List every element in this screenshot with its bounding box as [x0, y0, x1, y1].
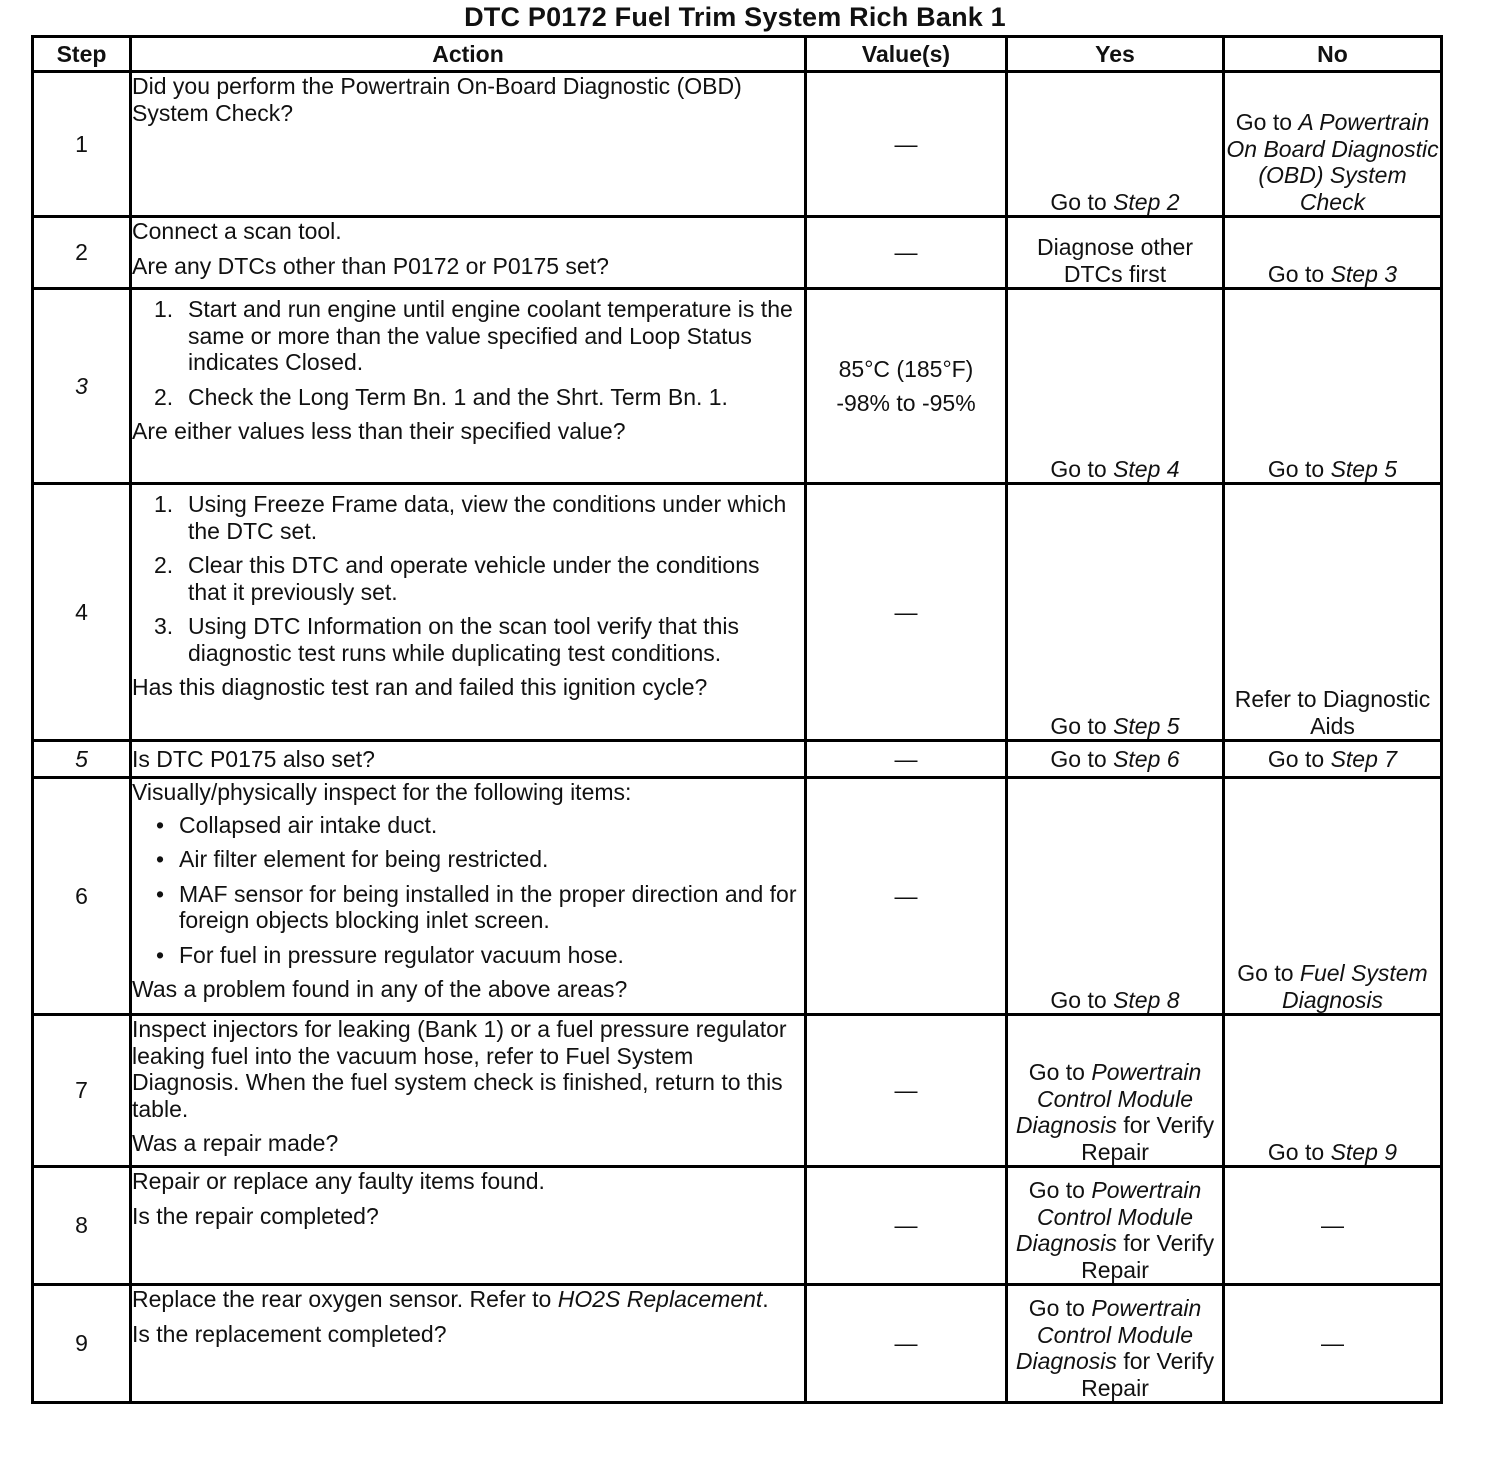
dash-symbol: — — [894, 130, 918, 157]
action-instruction: Visually/physically inspect for the following items: — [132, 779, 632, 805]
action-cell — [131, 1285, 806, 1403]
step-number: 9 — [33, 1285, 131, 1403]
column-header-step: Step — [33, 37, 131, 72]
column-header-no: No — [1224, 37, 1442, 72]
numbered-list — [132, 296, 804, 410]
column-header-values: Value(s) — [806, 37, 1007, 72]
action-instruction: Connect a scan tool. — [132, 218, 342, 244]
step-number: 4 — [33, 484, 131, 741]
numbered-list — [132, 491, 804, 666]
action-question: Are either values less than their specified value? — [132, 418, 626, 444]
yes-suffix: for Verify Repair — [1081, 1348, 1215, 1401]
yes-suffix: for Verify Repair — [1081, 1112, 1215, 1165]
yes-reference-link[interactable]: Step 5 — [1113, 712, 1180, 739]
no-cell — [1224, 741, 1442, 778]
column-header-action: Action — [131, 37, 806, 72]
no-reference-link[interactable]: Fuel System Diagnosis — [1282, 960, 1428, 1013]
dash-symbol: — — [894, 598, 918, 625]
no-prefix: Go to — [1237, 960, 1294, 986]
yes-prefix: Go to — [1028, 1177, 1085, 1203]
action-question: Is the replacement completed? — [132, 1320, 447, 1347]
step-number: 7 — [33, 1015, 131, 1167]
action-cell — [131, 72, 806, 217]
yes-cell — [1007, 741, 1224, 778]
yes-cell: Diagnose other DTCs first — [1007, 217, 1224, 289]
yes-prefix: Go to — [1028, 1059, 1085, 1085]
page-title: DTC P0172 Fuel Trim System Rich Bank 1 — [464, 2, 1006, 32]
list-item: • For fuel in pressure regulator vacuum hose. — [156, 941, 624, 968]
list-item: 1. Start and run engine until engine coolant temperature is the same or more than the value specified and Loop Status indicates Closed. — [154, 296, 793, 375]
action-instruction: Replace the rear oxygen sensor. Refer to HO2S Replacement. — [132, 1286, 769, 1312]
no-prefix: Go to — [1267, 260, 1325, 287]
value-cell — [806, 778, 1007, 1015]
table-row — [33, 778, 1442, 1015]
diagnostic-table — [31, 35, 1443, 1404]
action-question: Did you perform the Powertrain On-Board Diagnostic (OBD) System Check? — [132, 73, 742, 126]
value-cell — [806, 1167, 1007, 1285]
value-cell — [806, 741, 1007, 778]
no-cell: Refer to Diagnostic Aids — [1224, 484, 1442, 741]
no-reference-link[interactable]: A Powertrain On Board Diagnostic (OBD) System Check — [1226, 109, 1439, 215]
table-row — [33, 1167, 1442, 1285]
bullet-list — [132, 812, 804, 969]
yes-cell — [1007, 1285, 1224, 1403]
action-instruction: Inspect injectors for leaking (Bank 1) or a fuel pressure regulator leaking fuel into the vacuum hose, refer to Fuel System Diagnosis. When the fuel system check is finished, return to this table. — [132, 1016, 787, 1122]
list-item: • MAF sensor for being installed in the proper direction and for foreign objects blocking inlet screen. — [156, 880, 797, 933]
value-fuel-trim-range: -98% to -95% — [836, 390, 976, 416]
value-cell — [806, 484, 1007, 741]
yes-cell — [1007, 1015, 1224, 1167]
yes-suffix: for Verify Repair — [1081, 1230, 1215, 1283]
yes-prefix: Go to — [1050, 745, 1107, 772]
no-reference-link[interactable]: Step 5 — [1330, 455, 1398, 482]
no-cell — [1224, 1285, 1442, 1403]
value-cell — [806, 72, 1007, 217]
no-cell — [1224, 217, 1442, 289]
action-question: Is DTC P0175 also set? — [132, 745, 375, 772]
action-question: Are any DTCs other than P0172 or P0175 set? — [132, 252, 609, 279]
no-cell — [1224, 1015, 1442, 1167]
action-question: Was a repair made? — [132, 1130, 339, 1156]
yes-prefix: Go to — [1028, 1295, 1085, 1321]
yes-prefix: Go to — [1050, 986, 1107, 1013]
no-reference-link[interactable]: Step 3 — [1330, 260, 1398, 287]
list-item: • Collapsed air intake duct. — [156, 811, 438, 838]
value-cell — [806, 1015, 1007, 1167]
action-cell — [131, 741, 806, 778]
dash-symbol: — — [894, 882, 918, 909]
table-row — [33, 217, 1442, 289]
yes-cell — [1007, 484, 1224, 741]
dash-symbol: — — [894, 1077, 918, 1104]
action-instruction: Repair or replace any faulty items found. — [132, 1168, 545, 1194]
yes-reference-link[interactable]: Step 6 — [1113, 745, 1180, 772]
no-cell — [1224, 289, 1442, 484]
action-question: Was a problem found in any of the above areas? — [132, 976, 628, 1002]
yes-cell — [1007, 72, 1224, 217]
no-cell — [1224, 778, 1442, 1015]
table-row — [33, 289, 1442, 484]
list-item: • Air filter element for being restricted. — [156, 846, 549, 872]
no-prefix: Go to — [1235, 109, 1293, 135]
action-cell — [131, 484, 806, 741]
table-header-row — [33, 37, 1442, 72]
yes-cell — [1007, 778, 1224, 1015]
yes-prefix: Go to — [1050, 712, 1107, 739]
dash-symbol: — — [894, 239, 918, 266]
no-reference-link[interactable]: Step 7 — [1330, 745, 1398, 772]
table-row — [33, 741, 1442, 778]
list-item: 2. Clear this DTC and operate vehicle under the conditions that it previously set. — [154, 552, 760, 605]
list-item: 3. Using DTC Information on the scan tool verify that this diagnostic test runs while duplicating test conditions. — [154, 613, 739, 666]
step-number: 3 — [33, 289, 131, 484]
action-cell — [131, 1015, 806, 1167]
yes-reference-link[interactable]: Powertrain Control Module Diagnosis — [1015, 1295, 1202, 1374]
action-cell — [131, 217, 806, 289]
step-number: 6 — [33, 778, 131, 1015]
value-cell — [806, 217, 1007, 289]
value-temperature: 85°C (185°F) — [838, 355, 974, 382]
yes-cell — [1007, 289, 1224, 484]
table-row — [33, 1285, 1442, 1403]
list-item: 1. Using Freeze Frame data, view the conditions under which the DTC set. — [154, 491, 787, 544]
dash-symbol: — — [1321, 1212, 1344, 1239]
no-cell — [1224, 1167, 1442, 1285]
no-prefix: Go to — [1267, 745, 1325, 772]
yes-reference-link[interactable]: Powertrain Control Module Diagnosis — [1015, 1059, 1202, 1138]
yes-reference-link[interactable]: Step 4 — [1113, 455, 1180, 482]
action-cell — [131, 778, 806, 1015]
action-question: Is the repair completed? — [132, 1202, 379, 1229]
no-prefix: Go to — [1267, 455, 1325, 482]
action-question: Has this diagnostic test ran and failed this ignition cycle? — [132, 674, 708, 700]
yes-prefix: Go to — [1050, 455, 1107, 482]
step-number: 2 — [33, 217, 131, 289]
reference-link[interactable]: HO2S Replacement — [557, 1286, 763, 1312]
value-cell — [806, 289, 1007, 484]
no-cell — [1224, 72, 1442, 217]
step-number: 5 — [33, 741, 131, 778]
table-row — [33, 1015, 1442, 1167]
no-reference-link[interactable]: Step 9 — [1330, 1138, 1398, 1165]
value-cell — [806, 1285, 1007, 1403]
list-item: 2. Check the Long Term Bn. 1 and the Shrt. Term Bn. 1. — [154, 383, 728, 410]
dash-symbol: — — [894, 745, 918, 772]
no-prefix: Go to — [1267, 1138, 1325, 1165]
step-number: 1 — [33, 72, 131, 217]
table-row — [33, 72, 1442, 217]
dash-symbol: — — [894, 1212, 918, 1239]
yes-reference-link[interactable]: Powertrain Control Module Diagnosis — [1015, 1177, 1202, 1256]
action-cell — [131, 1167, 806, 1285]
action-cell — [131, 289, 806, 484]
column-header-yes: Yes — [1007, 37, 1224, 72]
yes-reference-link[interactable]: Step 8 — [1113, 986, 1180, 1013]
dash-symbol: — — [1321, 1330, 1344, 1357]
dash-symbol: — — [894, 1330, 918, 1357]
yes-cell — [1007, 1167, 1224, 1285]
yes-prefix: Go to — [1050, 188, 1107, 215]
table-row — [33, 484, 1442, 741]
yes-reference-link[interactable]: Step 2 — [1113, 188, 1180, 215]
step-number: 8 — [33, 1167, 131, 1285]
